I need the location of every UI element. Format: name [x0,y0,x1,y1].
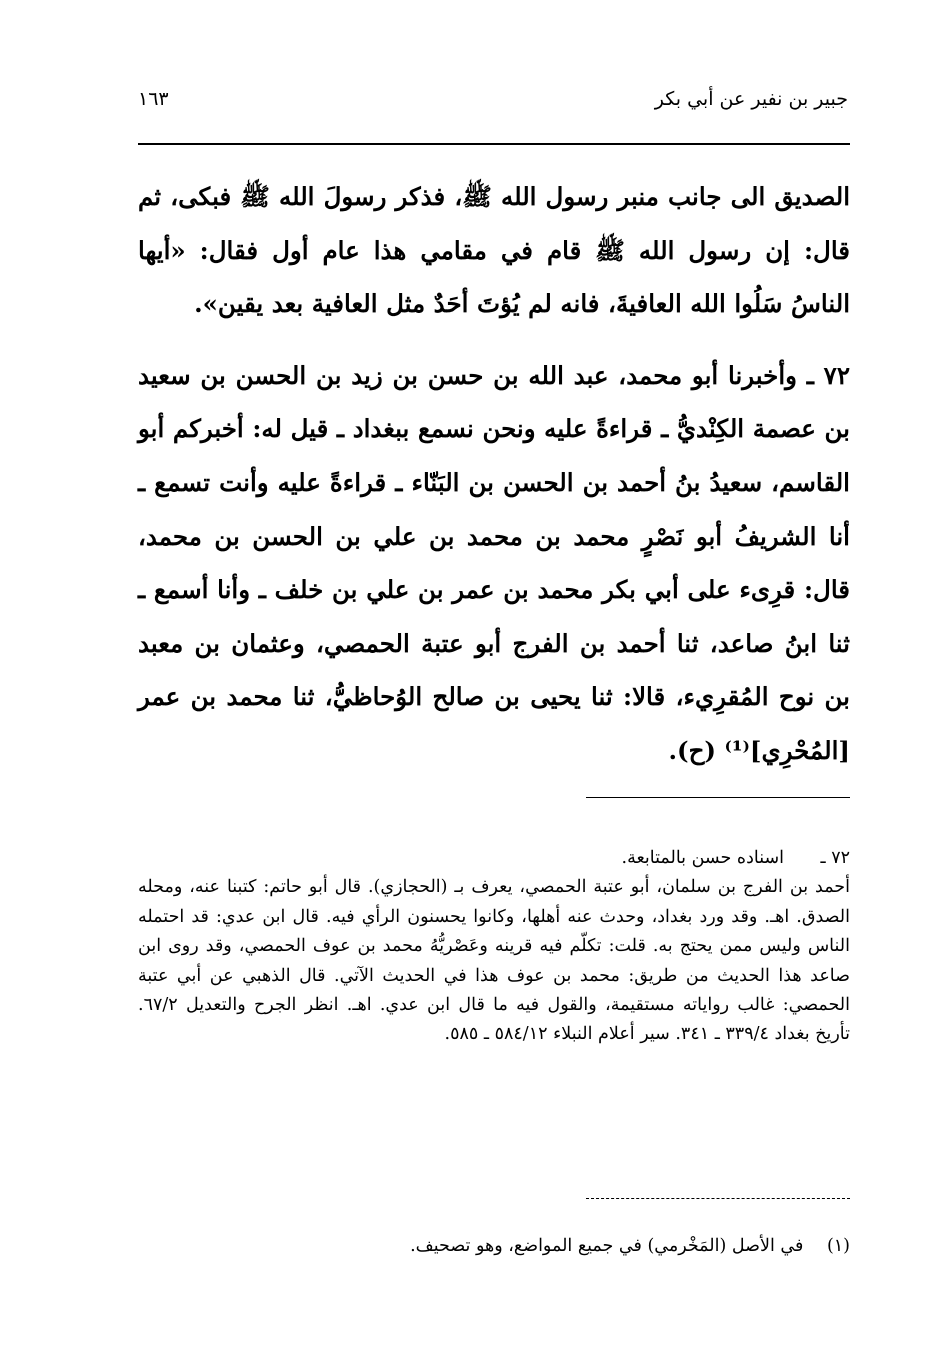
main-text [138,170,850,778]
endnote-separator [586,1198,850,1199]
note-header [138,844,850,873]
endnote [410,1236,850,1256]
note-number: ٧٢ ـ [820,848,850,868]
paragraph-1: الصديق الى جانب منبر رسول الله ﷺ، فذكر رسولَ الله ﷺ فبكى، ثم قال: إن رسول الله ﷺ قام في مقامي هذا عام أول فقال: «أيها الناسُ سَلُوا الله العافيةَ، فانه لم يُؤتَ أحَدٌ مثل العافية بعد يقين». [138,182,850,319]
page-number: ١٦٣ [138,88,169,110]
running-header-title: جبير بن نفير عن أبي بكر [654,88,848,110]
footnote-separator [586,797,850,798]
endnote-text: في الأصل (المَخْرمي) في جميع المواضع، وهو تصحيف. [410,1236,804,1256]
header-rule [138,143,850,145]
paragraph-2: ٧٢ ـ وأخبرنا أبو محمد، عبد الله بن حسن بن زيد بن الحسن بن سعيد بن عصمة الكِنْديُّ ـ قراءةً عليه ونحن نسمع ببغداد ـ قيل له: أخبركم أبو القاسم، سعيدُ بنُ أحمد بن الحسن بن البَنّاء ـ قراءةً عليه وأنت تسمع ـ أنا الشريفُ أبو نَصْرٍ محمد بن محمد بن علي بن الحسن بن محمد، قال: قرِىء على أبي بكر محمد بن عمر بن علي بن خلف ـ وأنا أسمع ـ ثنا ابنُ صاعد، ثنا أحمد بن الفرج أبو عتبة الحمصي، وعثمان بن معبد بن نوح المُقرِيء، قالا: ثنا يحيى بن صالح الوُحاظيُّ، ثنا محمد بن عمر [المُحْرِي]⁽¹⁾ (ح). [138,360,850,765]
commentary-notes [138,844,850,1050]
note-title: اسناده حسن بالمتابعة. [621,848,784,868]
endnote-marker: (١) [826,1236,850,1256]
note-body: أحمد بن الفرج بن سلمان، أبو عتبة الحمصي، يعرف بـ (الحجازي). قال أبو حاتم: كتبنا عنه، ومحله الصدق. اهـ. وقد ورد بغداد، وحدث عنه أهلها، وكانوا يحسنون الرأي فيه. قال ابن عدي: قد احتمله الناس وليس ممن يحتج به. قلت: تكلّم فيه قرينه وعَصْريُّهُ محمد بن عوف الحمصي، وقد روى ابن صاعد هذا الحديث من طريق: محمد بن عوف هذا في الحديث الآتي. قال الذهبي عن أبي عتبة الحمصي: غالب رواياته مستقيمة، والقول فيه ما قال ابن عدي. اهـ. انظر الجرح والتعديل ٦٧/٢. تأريخ بغداد ٣٣٩/٤ ـ ٣٤١. سير أعلام النبلاء ٥٨٤/١٢ ـ ٥٨٥. [138,877,850,1045]
